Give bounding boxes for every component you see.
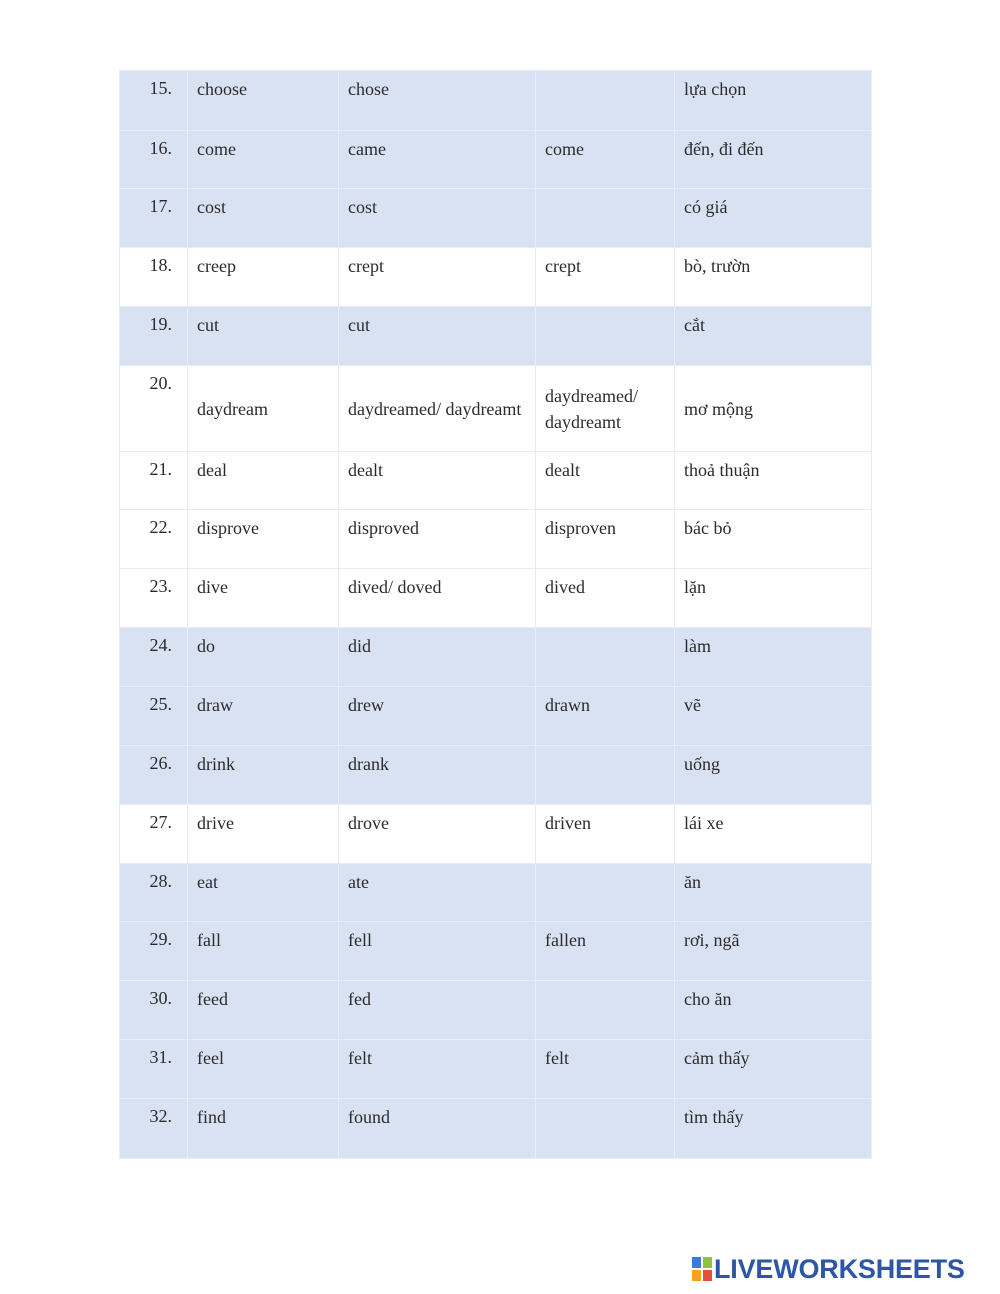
verb-meaning: rơi, ngã: [675, 922, 872, 981]
verb-base-form: drive: [188, 805, 339, 864]
verb-past-simple: cut: [339, 307, 536, 366]
verb-number: 29.: [120, 922, 188, 981]
verb-past-simple: cost: [339, 189, 536, 248]
verb-base-form: eat: [188, 864, 339, 922]
verb-base-form: disprove: [188, 510, 339, 569]
verb-meaning: bò, trườn: [675, 248, 872, 307]
verb-base-form: fall: [188, 922, 339, 981]
verb-row: [120, 366, 872, 452]
verb-meaning: ăn: [675, 864, 872, 922]
verb-past-participle: [536, 307, 675, 366]
verb-past-participle: felt: [536, 1040, 675, 1099]
verb-number: 28.: [120, 864, 188, 922]
verb-past-participle: daydreamed/ daydreamt: [536, 366, 675, 452]
verb-base-form: dive: [188, 569, 339, 628]
verb-meaning: cảm thấy: [675, 1040, 872, 1099]
verb-past-participle: driven: [536, 805, 675, 864]
verb-number: 26.: [120, 746, 188, 805]
verb-meaning: lặn: [675, 569, 872, 628]
liveworksheets-logo: [692, 1255, 965, 1283]
verb-row: [120, 1040, 872, 1099]
verb-meaning: thoả thuận: [675, 452, 872, 510]
verb-past-participle: [536, 71, 675, 131]
verb-number: 16.: [120, 131, 188, 189]
verb-number: 22.: [120, 510, 188, 569]
verb-past-simple: drove: [339, 805, 536, 864]
verb-base-form: draw: [188, 687, 339, 746]
verb-base-form: daydream: [188, 366, 339, 452]
verb-past-simple: found: [339, 1099, 536, 1159]
verb-row: [120, 864, 872, 922]
verb-number: 24.: [120, 628, 188, 687]
verb-number: 27.: [120, 805, 188, 864]
verb-row: [120, 746, 872, 805]
liveworksheets-mark-icon: [692, 1257, 712, 1281]
verb-number: 31.: [120, 1040, 188, 1099]
verb-base-form: feed: [188, 981, 339, 1040]
verb-meaning: uống: [675, 746, 872, 805]
verb-meaning: lái xe: [675, 805, 872, 864]
verb-meaning: cho ăn: [675, 981, 872, 1040]
verb-past-simple: disproved: [339, 510, 536, 569]
verb-past-simple: drank: [339, 746, 536, 805]
verb-row: [120, 71, 872, 131]
verb-base-form: cut: [188, 307, 339, 366]
verb-past-simple: did: [339, 628, 536, 687]
verb-base-form: deal: [188, 452, 339, 510]
verb-past-simple: fell: [339, 922, 536, 981]
verb-meaning: tìm thấy: [675, 1099, 872, 1159]
verb-number: 25.: [120, 687, 188, 746]
verb-past-participle: drawn: [536, 687, 675, 746]
verb-meaning: bác bỏ: [675, 510, 872, 569]
verb-base-form: feel: [188, 1040, 339, 1099]
logo-text: LIVEWORKSHEETS: [714, 1254, 965, 1284]
verb-past-participle: crept: [536, 248, 675, 307]
verb-number: 15.: [120, 71, 188, 131]
verb-past-participle: [536, 864, 675, 922]
verb-row: [120, 981, 872, 1040]
verb-past-simple: dived/ doved: [339, 569, 536, 628]
verb-past-simple: fed: [339, 981, 536, 1040]
verb-table-body: [120, 71, 872, 1159]
verb-base-form: do: [188, 628, 339, 687]
verb-base-form: choose: [188, 71, 339, 131]
verb-past-participle: [536, 189, 675, 248]
verb-row: [120, 922, 872, 981]
verb-past-participle: disproven: [536, 510, 675, 569]
verb-past-participle: dived: [536, 569, 675, 628]
verb-past-simple: drew: [339, 687, 536, 746]
verb-meaning: mơ mộng: [675, 366, 872, 452]
verb-row: [120, 569, 872, 628]
verb-row: [120, 307, 872, 366]
verb-row: [120, 687, 872, 746]
verb-row: [120, 510, 872, 569]
verb-row: [120, 805, 872, 864]
verb-base-form: come: [188, 131, 339, 189]
verb-row: [120, 248, 872, 307]
verb-row: [120, 452, 872, 510]
verb-past-participle: [536, 746, 675, 805]
verb-past-simple: came: [339, 131, 536, 189]
verb-past-participle: come: [536, 131, 675, 189]
verb-past-simple: crept: [339, 248, 536, 307]
verb-meaning: đến, đi đến: [675, 131, 872, 189]
verb-past-simple: dealt: [339, 452, 536, 510]
verb-meaning: cắt: [675, 307, 872, 366]
verb-past-participle: [536, 981, 675, 1040]
verb-number: 18.: [120, 248, 188, 307]
verb-number: 30.: [120, 981, 188, 1040]
verb-meaning: vẽ: [675, 687, 872, 746]
verb-base-form: drink: [188, 746, 339, 805]
verb-number: 32.: [120, 1099, 188, 1159]
verb-past-participle: fallen: [536, 922, 675, 981]
verb-number: 23.: [120, 569, 188, 628]
verb-past-simple: ate: [339, 864, 536, 922]
verb-number: 17.: [120, 189, 188, 248]
verb-row: [120, 1099, 872, 1159]
verb-row: [120, 628, 872, 687]
verb-meaning: làm: [675, 628, 872, 687]
verb-base-form: cost: [188, 189, 339, 248]
verb-number: 19.: [120, 307, 188, 366]
verb-base-form: find: [188, 1099, 339, 1159]
verb-meaning: lựa chọn: [675, 71, 872, 131]
verb-row: [120, 131, 872, 189]
verb-past-simple: daydreamed/ daydreamt: [339, 366, 536, 452]
verb-past-participle: dealt: [536, 452, 675, 510]
verb-number: 20.: [120, 366, 188, 452]
verb-past-simple: felt: [339, 1040, 536, 1099]
verb-number: 21.: [120, 452, 188, 510]
verb-row: [120, 189, 872, 248]
verb-past-participle: [536, 628, 675, 687]
verb-base-form: creep: [188, 248, 339, 307]
irregular-verbs-table: [119, 70, 872, 1159]
verb-past-simple: chose: [339, 71, 536, 131]
verb-meaning: có giá: [675, 189, 872, 248]
verb-past-participle: [536, 1099, 675, 1159]
verb-table-container: [119, 70, 871, 1159]
